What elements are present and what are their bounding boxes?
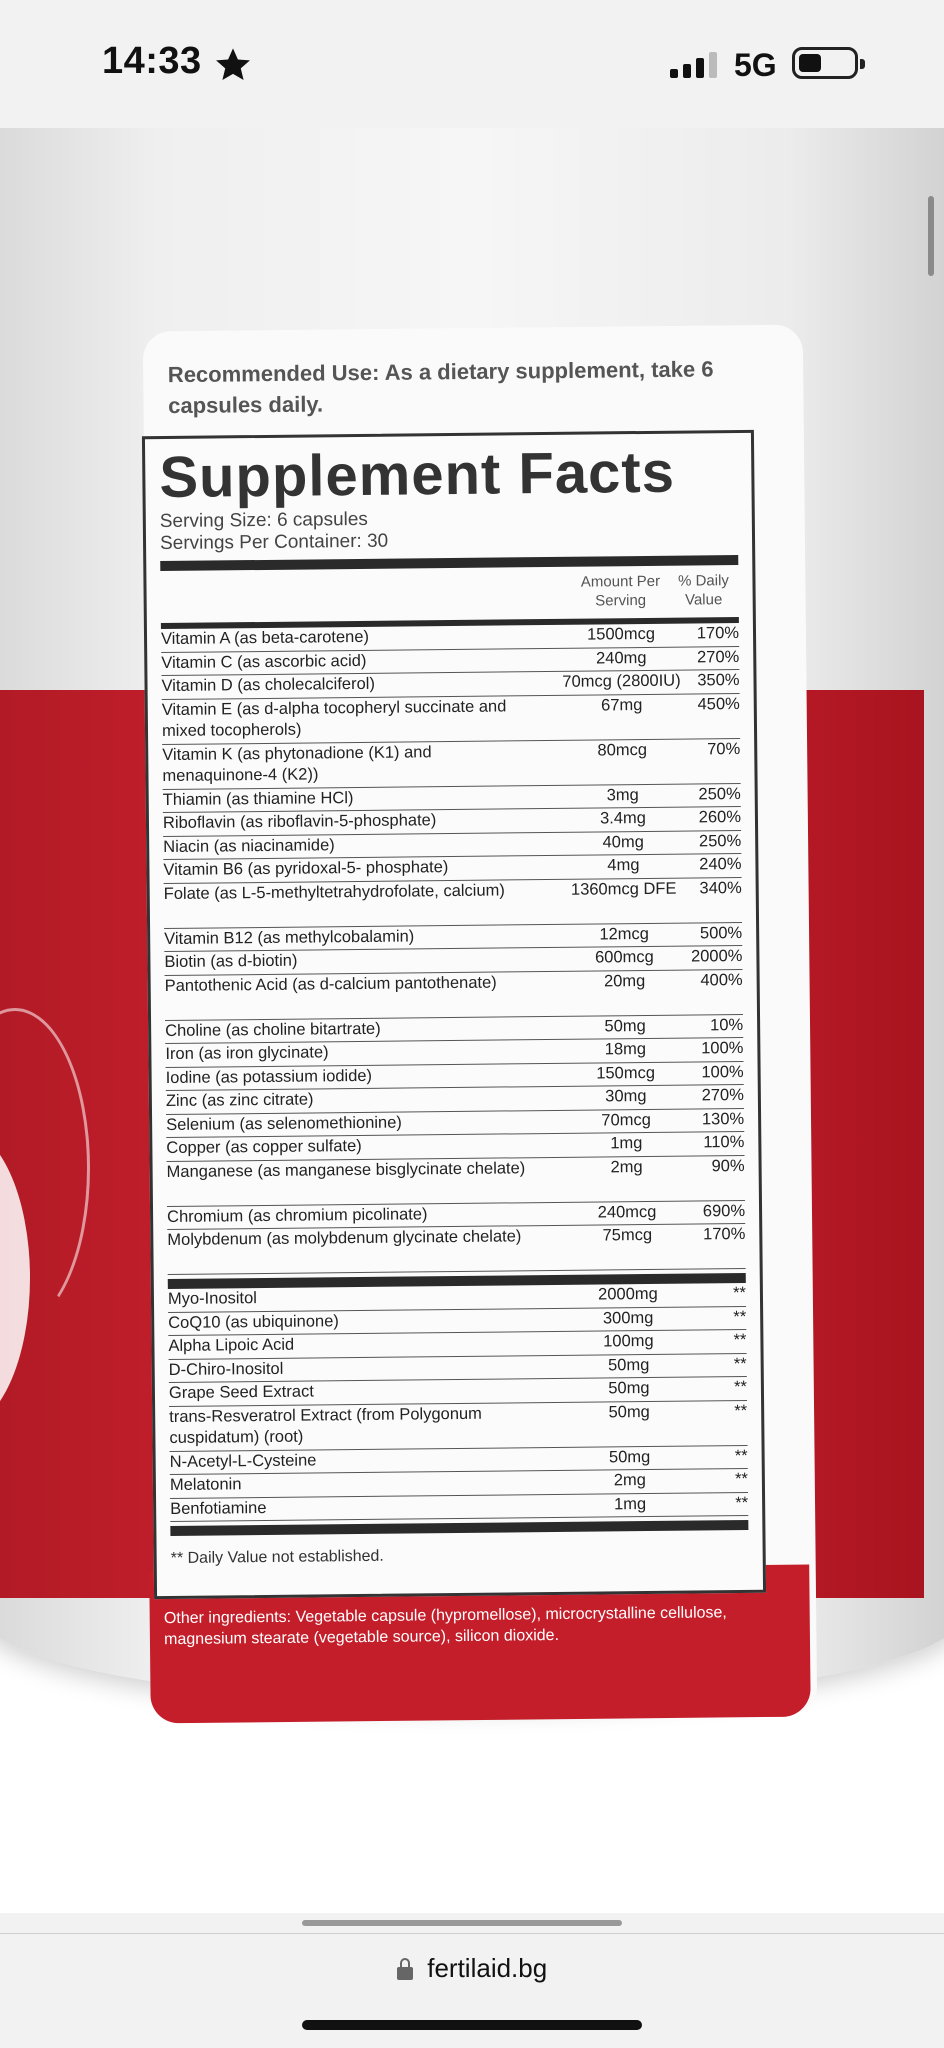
nutrient-dv: 450% — [697, 694, 740, 713]
divider — [0, 1933, 944, 1934]
nutrient-amount: 50mg — [608, 1378, 650, 1398]
scrollbar[interactable] — [928, 196, 934, 276]
nutrient-dv: ** — [734, 1469, 748, 1489]
battery-icon — [792, 47, 858, 79]
nutrient-amount: 300mg — [602, 1308, 654, 1327]
nutrient-amount: 4mg — [607, 856, 640, 875]
nutrient-name: Vitamin E (as d-alpha tocopheryl succinate and mixed tocopherols) — [161, 696, 507, 740]
nutrient-amount: 70mcg (2800IU) — [562, 671, 681, 691]
nutrient-amount: 1mg — [613, 1494, 647, 1513]
nutrient-amount: 30mg — [605, 1086, 647, 1106]
nutrient-name: Choline (as choline bitartrate) — [165, 1019, 381, 1040]
nutrient-name: Vitamin B12 (as methylcobalamin) — [164, 926, 415, 948]
browser-bar — [0, 1913, 944, 2048]
product-image — [0, 128, 944, 1913]
nutrient-amount: 2000mg — [598, 1284, 658, 1304]
nutrient-amount: 50mg — [608, 1402, 650, 1421]
nutrient-amount: 2mg — [610, 1157, 643, 1176]
nutrient-dv: 240% — [699, 854, 742, 874]
nutrient-dv: ** — [732, 1283, 747, 1303]
drag-handle[interactable] — [302, 1920, 622, 1926]
home-indicator[interactable] — [302, 2020, 642, 2030]
nutrient-name: Iodine (as potassium iodide) — [165, 1066, 373, 1087]
nutrient-name: Riboflavin (as riboflavin-5-phosphate) — [162, 811, 437, 833]
nutrient-name: Manganese (as manganese bisglycinate chelate) — [166, 1158, 526, 1181]
nutrient-amount: 3mg — [606, 785, 639, 804]
nutrient-dv: ** — [733, 1377, 748, 1397]
nutrient-name: Vitamin A (as beta-carotene) — [160, 627, 370, 649]
other-ingredients: Other ingredients: Vegetable capsule (hypromellose), microcrystalline cellulose, magnesium stearate (vegetable source), silicon dioxide. — [163, 1604, 727, 1649]
nutrient-dv: ** — [734, 1401, 748, 1420]
nutrient-dv: 250% — [698, 831, 742, 850]
clock: 14:33 — [102, 40, 202, 82]
table-row — [170, 1492, 748, 1522]
supplement-facts-panel — [142, 430, 766, 1599]
table-row — [162, 738, 740, 789]
nutrient-dv: 100% — [701, 1038, 744, 1058]
nutrient-dv: 100% — [701, 1062, 744, 1081]
nutrient-name: Selenium (as selenomethionine) — [166, 1113, 402, 1134]
url-text: fertilaid.bg — [427, 1953, 548, 1983]
divider-thick — [170, 1520, 748, 1536]
nutrient-dv: 170% — [696, 623, 740, 643]
signal-icon — [670, 52, 718, 78]
nutrient-amount: 12mcg — [599, 924, 650, 943]
nutrient-name: Myo-Inositol — [167, 1289, 258, 1309]
nutrient-amount: 20mg — [603, 971, 646, 990]
nutrient-name: Pantothenic Acid (as d-calcium pantothenate) — [164, 973, 497, 995]
nutrient-name: Grape Seed Extract — [168, 1382, 314, 1403]
nutrient-name: trans-Resveratrol Extract (from Polygonum cuspidatum) (root) — [169, 1404, 482, 1447]
nutrient-dv: 170% — [703, 1224, 746, 1244]
nutrient-name: Copper (as copper sulfate) — [166, 1136, 362, 1158]
nutrient-name: Melatonin — [169, 1475, 242, 1495]
star-icon — [214, 46, 252, 84]
nutrient-amount: 1360mcg DFE — [570, 879, 677, 899]
nutrient-dv: ** — [734, 1446, 748, 1465]
nutrient-amount: 50mg — [604, 1016, 646, 1035]
vitamins-table — [161, 623, 746, 1275]
nutrient-amount: 18mg — [604, 1039, 647, 1059]
col-dv-header: % Daily Value — [677, 572, 729, 609]
nutrient-dv: 340% — [699, 878, 742, 897]
nutrient-amount: 67mg — [601, 695, 643, 714]
col-amount-header: Amount Per Serving — [580, 572, 661, 610]
nutrient-amount: 70mcg — [601, 1110, 651, 1129]
nutrient-dv: 270% — [701, 1085, 744, 1105]
table-row — [167, 1155, 745, 1206]
nutrient-amount: 600mcg — [594, 947, 654, 967]
column-headers — [160, 565, 739, 623]
nutrient-amount: 240mg — [595, 648, 647, 667]
serving-size: Serving Size: 6 capsules — [159, 508, 368, 533]
nutrient-amount: 80mcg — [597, 740, 648, 759]
nutrient-amount: 3.4mg — [599, 808, 646, 828]
nutrient-dv: ** — [733, 1354, 747, 1373]
nutrient-name: Benfotiamine — [170, 1498, 267, 1518]
nutrient-dv: 260% — [698, 807, 742, 827]
nutrient-amount: 75mcg — [602, 1225, 653, 1245]
nutrient-dv: 2000% — [690, 946, 743, 966]
recommended-use: Recommended Use: As a dietary supplement, take 6 capsules daily. — [167, 356, 714, 419]
table-row — [169, 1400, 747, 1451]
nutrient-name: CoQ10 (as ubiquinone) — [168, 1311, 339, 1332]
nutrient-dv: 90% — [711, 1156, 745, 1175]
nutrient-dv: 270% — [696, 647, 740, 666]
nutrient-name: Biotin (as d-biotin) — [164, 951, 298, 972]
nutrient-name: Vitamin B6 (as pyridoxal-5- phosphate) — [163, 858, 449, 880]
facts-title: Supplement Facts — [159, 439, 676, 511]
nutrient-name: Thiamin (as thiamine HCl) — [162, 788, 354, 809]
nutrient-name: Molybdenum (as molybdenum glycinate chelate) — [167, 1227, 522, 1250]
nutrient-dv: 690% — [702, 1201, 746, 1220]
nutrient-name: Zinc (as zinc citrate) — [165, 1090, 314, 1111]
nutrient-name: Vitamin C (as ascorbic acid) — [161, 651, 367, 672]
lock-icon — [397, 1958, 413, 1980]
nutrient-dv: 400% — [700, 970, 743, 989]
status-bar — [0, 0, 944, 128]
table-row — [162, 693, 740, 744]
nutrient-amount: 1500mcg — [586, 624, 656, 644]
nutrient-name: Iron (as iron glycinate) — [165, 1043, 329, 1064]
nutrient-dv: 10% — [709, 1015, 744, 1034]
network-type: 5G — [734, 47, 777, 83]
nutrient-amount: 1mg — [610, 1134, 643, 1153]
nutrient-dv: 250% — [698, 784, 741, 803]
nutrient-dv: ** — [733, 1330, 747, 1350]
nutrient-amount: 100mg — [603, 1331, 654, 1351]
footnote: ** Daily Value not established. — [170, 1547, 384, 1567]
table-row — [164, 877, 742, 928]
nutrient-amount: 2mg — [613, 1471, 647, 1490]
nutrient-name: N-Acetyl-L-Cysteine — [169, 1450, 317, 1471]
nutrient-dv: ** — [735, 1493, 749, 1512]
nutrient-dv: 130% — [701, 1109, 745, 1128]
nutrient-amount: 40mg — [602, 832, 644, 851]
nutrient-dv: ** — [733, 1307, 747, 1326]
nutrient-name: Chromium (as chromium picolinate) — [167, 1204, 428, 1226]
nutrient-name: Folate (as L-5-methyltetrahydrofolate, calcium) — [163, 880, 505, 903]
nutrient-name: Vitamin K (as phytonadione (K1) and menaquinone-4 (K2)) — [162, 742, 432, 785]
nutrient-name: Vitamin D (as cholecalciferol) — [161, 674, 375, 696]
nutrient-amount: 50mg — [607, 1355, 650, 1374]
nutrient-dv: 70% — [707, 739, 741, 758]
address-bar[interactable] — [0, 1953, 944, 1997]
nutrient-dv: 350% — [697, 670, 740, 690]
nutrient-amount: 150mcg — [596, 1063, 656, 1083]
servings-per-container: Servings Per Container: 30 — [159, 530, 389, 555]
others-table — [168, 1283, 748, 1522]
nutrient-amount: 240mcg — [597, 1202, 657, 1222]
nutrient-name: Alpha Lipoic Acid — [168, 1335, 295, 1356]
nutrient-dv: 500% — [699, 923, 743, 942]
nutrient-name: Niacin (as niacinamide) — [163, 835, 335, 856]
table-row — [167, 1224, 745, 1275]
table-row — [165, 969, 743, 1020]
nutrient-amount: 50mg — [608, 1447, 651, 1466]
nutrient-name: D-Chiro-Inositol — [168, 1359, 284, 1379]
nutrient-dv: 110% — [703, 1132, 745, 1152]
